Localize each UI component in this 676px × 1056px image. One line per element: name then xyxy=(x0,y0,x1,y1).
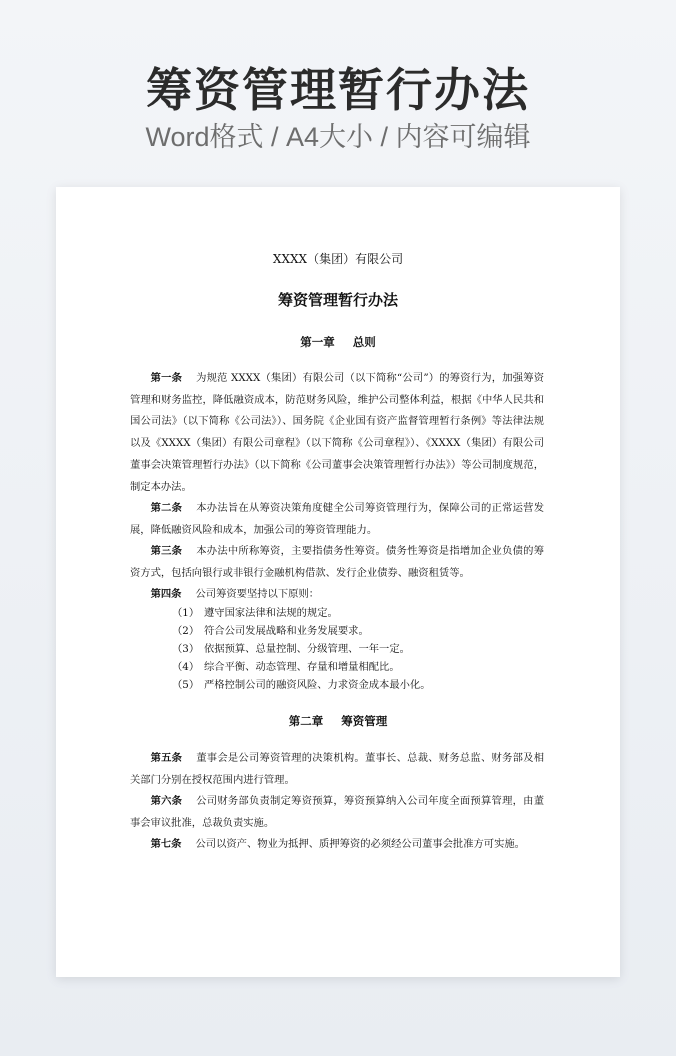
chapter-name: 总则 xyxy=(352,335,376,349)
article-paragraph xyxy=(130,834,544,856)
article-paragraph xyxy=(130,498,544,541)
principle-item xyxy=(172,604,552,622)
chapter-heading xyxy=(56,332,620,352)
article-text: 本办法旨在从筹资决策角度健全公司筹资管理行为，保障公司的正常运营发展，降低融资风险和成本，加强公司的筹资管理能力。 xyxy=(130,502,545,536)
principle-text: 综合平衡、动态管理、存量和增量相配比。 xyxy=(204,661,400,673)
article-paragraph xyxy=(130,748,544,791)
principle-number: （4） xyxy=(172,661,200,673)
article-label: 第六条 xyxy=(150,795,183,807)
principle-number: （3） xyxy=(172,643,200,655)
article-label: 第五条 xyxy=(150,752,183,764)
principle-item xyxy=(172,640,552,658)
principle-text: 依据预算、总量控制、分级管理、一年一定。 xyxy=(204,643,410,655)
principle-text: 遵守国家法律和法规的规定。 xyxy=(204,607,338,619)
article-label: 第三条 xyxy=(150,545,183,557)
article-label: 第二条 xyxy=(150,502,183,514)
principle-item xyxy=(172,676,552,694)
article-text: 本办法中所称筹资，主要指债务性筹资。债务性筹资是指增加企业负债的筹资方式，包括向银行或非银行金融机构借款、发行企业债券、融资租赁等。 xyxy=(130,545,545,579)
article-text: 公司以资产、物业为抵押、质押筹资的必须经公司董事会批准方可实施。 xyxy=(195,838,525,850)
banner-subtitle: Word格式 / A4大小 / 内容可编辑 xyxy=(145,122,531,152)
article-text: 为规范 XXXX（集团）有限公司（以下简称“公司”）的筹资行为，加强筹资管理和财务监控，降低融资成本，防范财务风险，维护公司整体利益，根据《中华人民共和国公司法》（以下简称《公司法》）、国务院《企业国有资产监督管理暂行条例》等法律法规以及《XXXX（集团）有限公司章程》（以下简称《公司章程》）、《XXXX（集团）有限公司董事会决策管理暂行办法》（以下简称《公司董事会决策管理暂行办法》）等公司制度规范，制定本办法。 xyxy=(130,372,545,493)
principle-number: （1） xyxy=(172,607,200,619)
chapter-number: 第一章 xyxy=(300,335,335,349)
article-label: 第四条 xyxy=(150,588,182,600)
article-text: 公司筹资要坚持以下原则： xyxy=(195,588,320,600)
principle-text: 严格控制公司的融资风险、力求资金成本最小化。 xyxy=(204,679,431,691)
document-title: 筹资管理暂行办法 xyxy=(277,291,398,309)
article-paragraph xyxy=(130,541,544,584)
banner-title: 筹资管理暂行办法 xyxy=(146,63,530,117)
principle-item xyxy=(172,658,552,676)
document-page xyxy=(56,187,620,977)
article-label: 第七条 xyxy=(150,838,182,850)
chapter-number: 第二章 xyxy=(288,714,324,728)
principle-item xyxy=(172,622,552,640)
principle-number: （5） xyxy=(172,679,200,691)
chapter-heading xyxy=(56,711,620,731)
article-label: 第一条 xyxy=(150,372,183,384)
article-paragraph xyxy=(130,368,544,498)
article-paragraph xyxy=(130,584,544,606)
article-text: 公司财务部负责制定筹资预算，筹资预算纳入公司年度全面预算管理，由董事会审议批准，总裁负责实施。 xyxy=(130,795,545,829)
principle-number: （2） xyxy=(172,625,200,637)
company-name: XXXX（集团）有限公司 xyxy=(272,252,404,266)
article-text: 董事会是公司筹资管理的决策机构。董事长、总裁、财务总监、财务部及相关部门分别在授权范围内进行管理。 xyxy=(130,752,545,786)
article-paragraph xyxy=(130,791,544,834)
chapter-name: 筹资管理 xyxy=(341,714,388,728)
principle-text: 符合公司发展战略和业务发展要求。 xyxy=(204,625,369,637)
